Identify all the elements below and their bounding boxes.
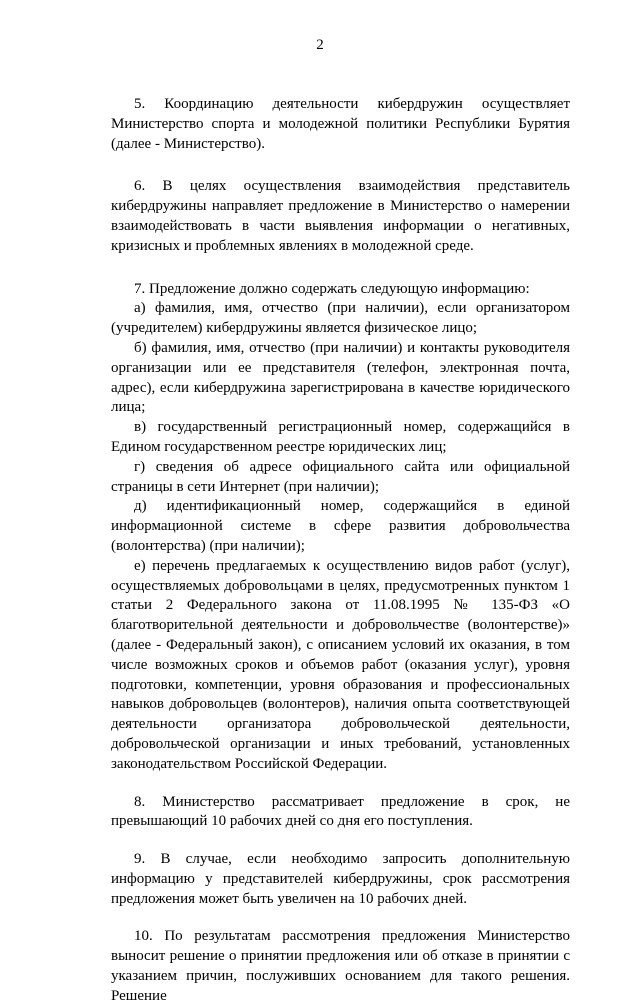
paragraph-7-item-a: а) фамилия, имя, отчество (при наличии), если организатором (учредителем) кибердружины является физическое лицо; [111,300,570,337]
paragraph-7: 7. Предложение должно содержать следующую информацию: [134,280,530,297]
paragraph-10: 10. По результатам рассмотрения предложения Министерство выносит решение о принятии предложения или об отказе в принятии с указанием причин, послуживших основанием для такого решения. Решение [111,928,570,1004]
paragraph-7-item-e: е) перечень предлагаемых к осуществлению видов работ (услуг), осуществляемых добровольцами в целях, предусмотренных пунктом 1 статьи 2 Федерального закона от 11.08.1995 № 135-ФЗ «О благотворительной деятельности и добровольчестве (волонтерстве)» (далее - Федеральный закон), с описанием условий их оказания, в том числе возможных сроков и объемов работ (оказания услуг), уровня подготовки, компетенции, уровня образования и профессиональных навыков добровольцев (волонтеров), наличия опыта соответствующей деятельности организатора добровольческой деятельности, добровольческой организации и иных требований, установленных законодательством Российской Федерации. [111,557,570,772]
document-body [111,95,570,1007]
paragraph-8: 8. Министерство рассматривает предложение в срок, не превышающий 10 рабочих дней со дня его поступления. [111,793,570,830]
paragraph-5: 5. Координацию деятельности кибердружин осуществляет Министерство спорта и молодежной политики Республики Бурятия (далее - Министерство). [111,96,570,152]
paragraph-7-item-v: в) государственный регистрационный номер, содержащийся в Едином государственном реестре юридических лиц; [111,419,570,455]
page-number: 2 [316,37,324,53]
paragraph-7-item-g: г) сведения об адресе официального сайта или официальной страницы в сети Интернет (при наличии); [111,458,570,495]
paragraph-7-item-b: б) фамилия, имя, отчество (при наличии) и контакты руководителя организации или ее представителя (телефон, электронная почта, адрес), если кибердружина зарегистрирована в качестве юридического лица; [111,339,570,416]
paragraph-6: 6. В целях осуществления взаимодействия представитель кибердружины направляет предложение в Министерство о намерении взаимодействовать в части выявления информации о негативных, кризисных и проблемных явлениях в молодежной среде. [111,178,570,254]
paragraph-7-item-d: д) идентификационный номер, содержащийся в единой информационной системе в сфере развития добровольчества (волонтерства) (при наличии); [111,498,570,554]
paragraph-9: 9. В случае, если необходимо запросить дополнительную информацию у представителей кибердружины, срок рассмотрения предложения может быть увеличен на 10 рабочих дней. [111,851,570,907]
